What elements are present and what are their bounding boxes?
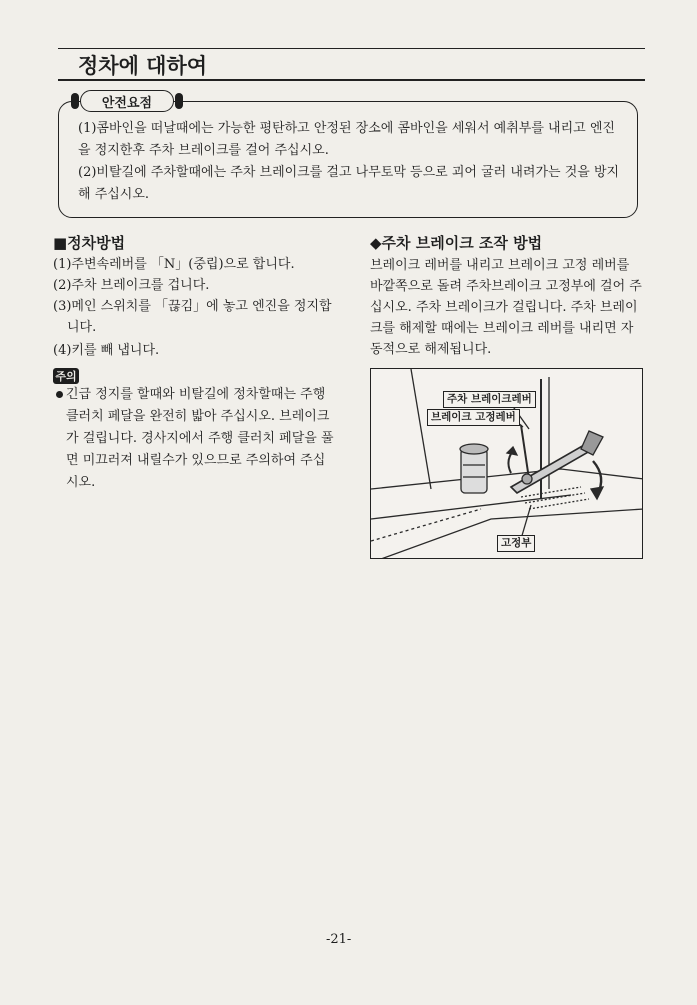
parking-brake-figure [370,368,643,559]
safety-tab-label: 안전요점 [101,95,153,111]
label-lock: 고정부 [497,535,535,552]
page-title: 정차에 대하여 [78,54,208,78]
caution-text: 긴급 정지를 할때와 비탈길에 정차할때는 주행 클러치 페달을 완전히 밟아 주십시오. 브레이크가 걸립니다. 경사지에서 주행 클러치 페달을 풀면 미끄러져 내릴수가 있으므로 주의하여 주십시오. [66,387,334,490]
title-rule-bottom [58,79,645,81]
safety-tab [80,90,174,112]
step-4: (4)키를 빼 냅니다. [53,343,160,358]
step-3: (3)메인 스위치를 「끊김」에 놓고 엔진을 정지합니다. [53,299,332,335]
safety-item-1: (1)콤바인을 떠날때에는 가능한 평탄하고 안정된 장소에 콤바인을 세워서 예취부를 내리고 엔진을 정지한후 주차 브레이크를 걸어 주십시오. [78,121,615,158]
safety-item-2: (2)비탈길에 주차할때에는 주차 브레이크를 걸고 나무토막 등으로 괴어 굴러 내려가는 것을 방지해 주십시오. [78,165,620,202]
parking-brake-heading: ◆주차 브레이크 조작 방법 [370,234,543,252]
step-1: (1)주변속레버를 「N」(중립)으로 합니다. [53,257,295,272]
stopping-heading: ■정차방법 [53,234,126,252]
label-parking-brake-lever: 주차 브레이크레버 [443,391,536,408]
caution-badge [53,368,79,384]
label-brake-lock-lever: 브레이크 고정레버 [427,409,520,426]
step-2: (2)주차 브레이크를 겁니다. [53,278,210,293]
caution-label: 주의 [55,370,77,383]
page-number: -21- [326,932,352,947]
title-rule-top [58,48,645,49]
parking-brake-body: 브레이크 레버를 내리고 브레이크 고정 레버를 바깥쪽으로 돌려 주차브레이크 고정부에 걸어 주십시오. 주차 브레이크가 걸립니다. 주차 브레이크를 해제할 때에는 브레이크 레버를 내리면 자동적으로 해제됩니다. [370,258,642,357]
